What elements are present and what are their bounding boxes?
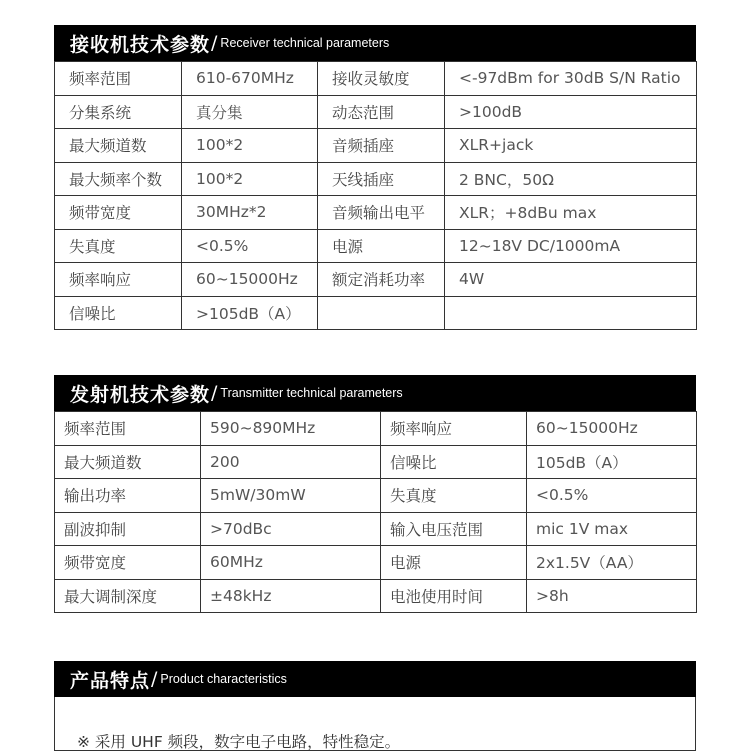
receiver-title-slash: / [211, 32, 218, 54]
transmitter-label-cell: 电源 [381, 546, 527, 580]
transmitter-row [55, 512, 697, 546]
transmitter-value-cell: 60~15000Hz [527, 412, 697, 446]
receiver-row [55, 62, 697, 96]
transmitter-label-cell: 最大调制深度 [55, 579, 201, 613]
receiver-section [54, 25, 696, 330]
receiver-value-cell: >100dB [445, 95, 697, 129]
transmitter-value-cell: >70dBc [201, 512, 381, 546]
product-header [54, 661, 696, 697]
receiver-header [54, 25, 696, 61]
receiver-label-cell: 频率响应 [55, 263, 182, 297]
transmitter-section [54, 375, 696, 613]
receiver-label-cell: 额定消耗功率 [318, 263, 445, 297]
receiver-title-en: Receiver technical parameters [220, 36, 390, 50]
product-features-box [54, 697, 696, 751]
receiver-value-cell: 2 BNC，50Ω [445, 162, 697, 196]
transmitter-value-cell: 60MHz [201, 546, 381, 580]
transmitter-value-cell: 200 [201, 445, 381, 479]
transmitter-label-cell: 电池使用时间 [381, 579, 527, 613]
receiver-value-cell: XLR+jack [445, 129, 697, 163]
transmitter-label-cell: 信噪比 [381, 445, 527, 479]
transmitter-row [55, 479, 697, 513]
transmitter-label-cell: 输入电压范围 [381, 512, 527, 546]
product-title-zh: 产品特点 [70, 669, 151, 692]
transmitter-row [55, 579, 697, 613]
transmitter-value-cell: 105dB（A） [527, 445, 697, 479]
transmitter-row [55, 412, 697, 446]
receiver-value-cell: 100*2 [182, 162, 318, 196]
receiver-label-cell: 频带宽度 [55, 196, 182, 230]
transmitter-value-cell: 590~890MHz [201, 412, 381, 446]
receiver-value-cell: XLR；+8dBu max [445, 196, 697, 230]
product-title-slash: / [151, 668, 158, 690]
transmitter-value-cell: <0.5% [527, 479, 697, 513]
receiver-value-cell: 610-670MHz [182, 62, 318, 96]
transmitter-label-cell: 副波抑制 [55, 512, 201, 546]
receiver-label-cell: 最大频率个数 [55, 162, 182, 196]
receiver-label-cell: 电源 [318, 229, 445, 263]
transmitter-title-en: Transmitter technical parameters [220, 386, 403, 400]
transmitter-value-cell: >8h [527, 579, 697, 613]
receiver-label-cell: 频率范围 [55, 62, 182, 96]
receiver-label-cell: 信噪比 [55, 296, 182, 330]
product-feature-line: ※ 采用 UHF 频段，数字电子电路，特性稳定。 [77, 733, 401, 751]
transmitter-value-cell: 2x1.5V（AA） [527, 546, 697, 580]
receiver-label-cell: 音频插座 [318, 129, 445, 163]
transmitter-label-cell: 频率响应 [381, 412, 527, 446]
transmitter-label-cell: 频带宽度 [55, 546, 201, 580]
transmitter-title-slash: / [211, 382, 218, 404]
transmitter-value-cell: mic 1V max [527, 512, 697, 546]
receiver-label-cell: 接收灵敏度 [318, 62, 445, 96]
transmitter-value-cell: ±48kHz [201, 579, 381, 613]
receiver-label-cell: 失真度 [55, 229, 182, 263]
receiver-value-cell [445, 296, 697, 330]
receiver-row [55, 296, 697, 330]
receiver-value-cell: 4W [445, 263, 697, 297]
receiver-row [55, 129, 697, 163]
product-section [54, 661, 696, 750]
receiver-label-cell [318, 296, 445, 330]
transmitter-title-zh: 发射机技术参数 [70, 383, 211, 406]
transmitter-label-cell: 输出功率 [55, 479, 201, 513]
receiver-label-cell: 动态范围 [318, 95, 445, 129]
product-title-en: Product characteristics [160, 672, 287, 686]
transmitter-table [54, 411, 697, 613]
receiver-value-cell: <-97dBm for 30dB S/N Ratio [445, 62, 697, 96]
receiver-value-cell: >105dB（A） [182, 296, 318, 330]
receiver-value-cell: 60~15000Hz [182, 263, 318, 297]
transmitter-row [55, 445, 697, 479]
receiver-row [55, 263, 697, 297]
receiver-row [55, 162, 697, 196]
receiver-row [55, 229, 697, 263]
receiver-row [55, 95, 697, 129]
receiver-value-cell: 30MHz*2 [182, 196, 318, 230]
receiver-value-cell: 12~18V DC/1000mA [445, 229, 697, 263]
receiver-value-cell: 真分集 [182, 95, 318, 129]
transmitter-label-cell: 最大频道数 [55, 445, 201, 479]
transmitter-label-cell: 失真度 [381, 479, 527, 513]
receiver-label-cell: 最大频道数 [55, 129, 182, 163]
transmitter-label-cell: 频率范围 [55, 412, 201, 446]
receiver-value-cell: 100*2 [182, 129, 318, 163]
receiver-label-cell: 分集系统 [55, 95, 182, 129]
receiver-value-cell: <0.5% [182, 229, 318, 263]
receiver-title-zh: 接收机技术参数 [70, 33, 211, 56]
transmitter-header [54, 375, 696, 411]
receiver-label-cell: 天线插座 [318, 162, 445, 196]
transmitter-value-cell: 5mW/30mW [201, 479, 381, 513]
transmitter-row [55, 546, 697, 580]
receiver-label-cell: 音频输出电平 [318, 196, 445, 230]
receiver-table [54, 61, 697, 330]
receiver-row [55, 196, 697, 230]
